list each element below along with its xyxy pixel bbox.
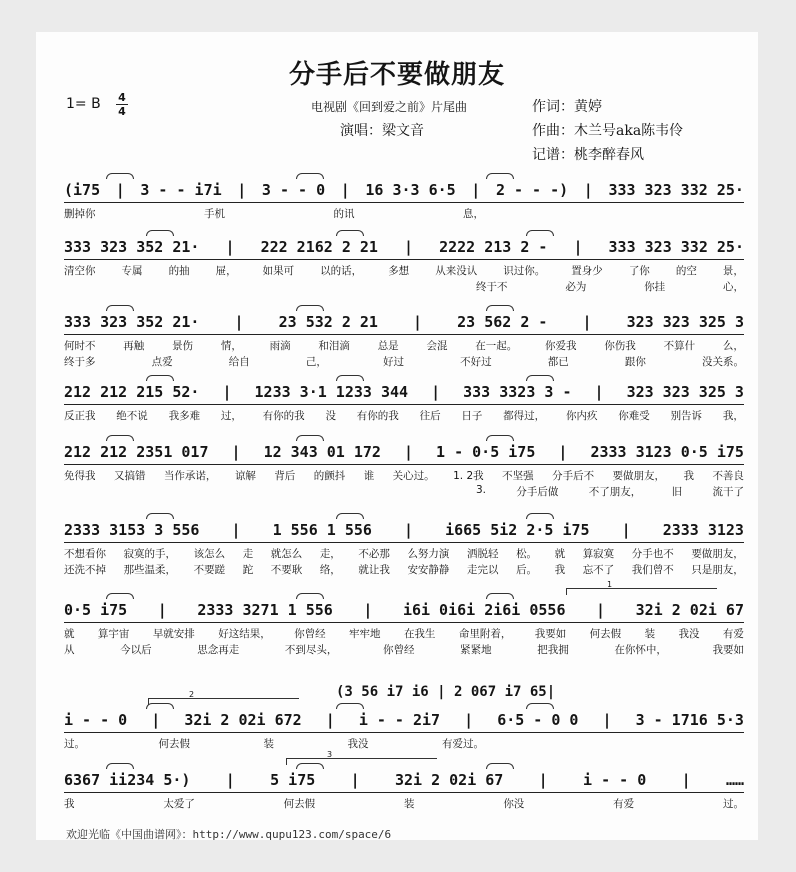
- measure: 1233 3·1 1233 344: [254, 383, 409, 401]
- lyric-word: 的抽: [168, 265, 190, 277]
- lyric-word: 我: [64, 798, 75, 810]
- volta-bracket: 2: [148, 698, 299, 705]
- measure: i - - 0: [583, 771, 647, 789]
- slur-arc: [336, 513, 364, 519]
- lyric-word: 1. 2我: [453, 470, 484, 482]
- barline: |: [222, 383, 232, 401]
- lyric-line: [64, 338, 744, 353]
- lyric-word: 旧: [671, 486, 683, 498]
- barline: |: [325, 711, 335, 729]
- slur-arc: [526, 703, 554, 709]
- lyric-word: 你爱我: [545, 340, 577, 352]
- lyric-word: 装: [403, 798, 415, 810]
- slur-arc: [106, 305, 134, 311]
- lyric-word: 我没: [347, 738, 369, 750]
- measure: 2 - - -): [495, 181, 569, 199]
- notation-row: [64, 710, 744, 733]
- lyric-word: 装: [263, 738, 274, 750]
- lyric-word: 不好过: [460, 356, 492, 368]
- barline: |: [594, 383, 604, 401]
- lyric-line: [64, 263, 744, 278]
- interlude-upper-line: (3 56 i7 i6 | 2 067 i7 65|: [336, 684, 556, 700]
- lyric-word: 何去假: [589, 628, 622, 640]
- lyric-word: 如果可: [262, 265, 295, 277]
- transcriber-credit: 记谱：桃李醉春风: [532, 147, 644, 163]
- measure: i - - 0: [64, 711, 128, 729]
- lyric-word: 就怎么: [270, 548, 303, 560]
- slur-arc: [526, 375, 554, 381]
- lyric-word: 你曾经: [294, 628, 326, 640]
- measure: 2333 3123: [662, 521, 744, 539]
- slur-arc: [146, 703, 174, 709]
- subtitle: 电视剧《回到爱之前》片尾曲: [311, 100, 468, 114]
- measure: 1 - 0·5 i75: [436, 443, 536, 461]
- lyric-word: 不善良: [712, 470, 744, 482]
- lyric-word: 不要蹉: [193, 564, 226, 576]
- lyric-word: 走: [242, 548, 254, 560]
- lyric-word: 绝不说: [116, 410, 148, 422]
- slur-arc: [296, 763, 324, 769]
- lyric-word: 的空: [675, 265, 697, 277]
- lyric-word: 在我生: [403, 628, 436, 640]
- singer-credit: 演唱：梁文音: [340, 123, 424, 139]
- measure: 2333 3123 0·5 i75: [590, 443, 744, 461]
- lyric-word: 牢牢地: [349, 628, 381, 640]
- lyric-word: 么努力演: [407, 548, 450, 560]
- slur-arc: [296, 305, 324, 311]
- measure: 333 323 352 21·: [64, 238, 200, 256]
- lyric-word: 关心过。: [392, 470, 435, 482]
- lyric-word: 清空你: [64, 265, 96, 277]
- lyric-word: 不算什: [663, 340, 696, 352]
- lyric-word: 有爱: [722, 628, 744, 640]
- lyric-word: 要做朋友，: [691, 548, 744, 560]
- lyric-word: 3.: [476, 484, 487, 496]
- lyric-word: 寂寞的手，: [123, 548, 177, 560]
- lyric-word: 有你的我: [262, 410, 305, 422]
- measure: 333 3323 3 -: [463, 383, 572, 401]
- notation-row: [64, 520, 744, 543]
- lyric-word: 何时不: [64, 340, 96, 352]
- barline: |: [237, 181, 247, 199]
- barline: |: [231, 443, 241, 461]
- lyric-word: 当作承诺，: [163, 470, 217, 482]
- lyric-line: [64, 642, 744, 657]
- lyric-line: [64, 626, 744, 641]
- lyric-word: 往后: [419, 410, 441, 422]
- slur-arc: [336, 230, 364, 236]
- lyric-word: 你没: [503, 798, 525, 810]
- lyric-word: 又搞错: [113, 470, 146, 482]
- measure: 323 323 325 3: [626, 383, 744, 401]
- slur-arc: [526, 513, 554, 519]
- lyric-word: 以的话，: [320, 265, 363, 277]
- lyric-line: [476, 279, 744, 294]
- barline: |: [231, 521, 241, 539]
- slur-arc: [336, 703, 364, 709]
- barline: |: [583, 181, 593, 199]
- footer-link[interactable]: 欢迎光临《中国曲谱网》：http://www.qupu123.com/space/6: [66, 828, 392, 840]
- lyric-word: 把我拥: [537, 644, 569, 656]
- barline: |: [681, 771, 691, 789]
- lyric-word: 不想看你: [64, 548, 106, 560]
- lyric-word: 算寂寞: [582, 548, 615, 560]
- measure: 3 - - i7i: [140, 181, 222, 199]
- lyric-word: 安安静静: [407, 564, 450, 576]
- lyric-word: 我，: [722, 410, 744, 422]
- lyric-word: 专属: [121, 265, 143, 277]
- key-signature: 1= B: [66, 96, 101, 112]
- barline: |: [225, 238, 235, 256]
- lyric-word: 走完以: [467, 564, 499, 576]
- lyric-word: 景伤: [172, 340, 194, 352]
- lyric-word: 在你怀中，: [614, 644, 667, 656]
- lyric-word: 再触: [123, 340, 145, 352]
- volta-bracket: 1: [566, 588, 717, 595]
- lyric-word: 我要如: [534, 628, 567, 640]
- lyric-word: 的讯: [333, 208, 355, 220]
- barline: |: [582, 313, 592, 331]
- slur-arc: [526, 230, 554, 236]
- notation-row: [64, 442, 744, 465]
- lyric-word: 的颤抖: [313, 470, 346, 482]
- lyric-word: 反正我: [64, 410, 96, 422]
- lyric-word: 别告诉: [670, 410, 703, 422]
- lyric-line: [64, 546, 744, 561]
- barline: |: [157, 601, 167, 619]
- measure: 212 212 2351 017: [64, 443, 209, 461]
- barline: |: [115, 181, 125, 199]
- lyric-word: 你伤我: [604, 340, 636, 352]
- slur-arc: [146, 513, 174, 519]
- lyric-word: 么，: [722, 340, 744, 352]
- lyric-word: 忘不了: [582, 564, 615, 576]
- lyric-word: 心，: [722, 281, 744, 293]
- lyric-word: 从来没认: [435, 265, 478, 277]
- lyric-word: 跎: [242, 564, 254, 576]
- measure: 212 212 215 52·: [64, 383, 200, 401]
- lyric-word: 你曾经: [383, 644, 415, 656]
- lyric-word: 景，: [722, 265, 744, 277]
- measure: 6367 ii234 5·): [64, 771, 191, 789]
- lyric-word: 过。: [722, 798, 744, 810]
- lyric-word: 谁: [363, 470, 375, 482]
- lyric-word: 删掉你: [64, 208, 96, 220]
- lyric-line: [64, 736, 484, 751]
- lyric-word: 好过: [383, 356, 404, 368]
- barline: |: [471, 181, 481, 199]
- lyric-word: 就: [64, 628, 75, 640]
- lyric-line: [64, 206, 484, 221]
- lyric-word: 络，: [319, 564, 341, 576]
- slur-arc: [296, 435, 324, 441]
- lyric-word: 你内疚: [565, 410, 598, 422]
- lyric-word: 何去假: [158, 738, 190, 750]
- notation-row: [64, 382, 744, 405]
- song-title: 分手后不要做朋友: [288, 60, 505, 90]
- lyric-word: 分手也不: [631, 548, 674, 560]
- measure: 23 532 2 21: [278, 313, 378, 331]
- lyric-word: 置身少: [571, 265, 603, 277]
- lyric-word: 我要如: [712, 644, 744, 656]
- slur-arc: [106, 435, 134, 441]
- measure: 2333 3153 3 556: [64, 521, 200, 539]
- lyric-word: 何去假: [283, 798, 316, 810]
- barline: |: [573, 238, 583, 256]
- lyric-word: 都得过，: [503, 410, 546, 422]
- barline: |: [621, 521, 631, 539]
- lyric-word: 息，: [463, 208, 484, 220]
- measure: ……: [725, 771, 744, 789]
- lyric-word: 不了朋友，: [588, 486, 642, 498]
- lyric-word: 总是: [377, 340, 399, 352]
- meter-top: 4: [118, 91, 126, 104]
- measure: (i75: [64, 181, 101, 199]
- notation-row: [64, 180, 744, 203]
- measure: 1 556 1 556: [272, 521, 372, 539]
- barline: |: [225, 771, 235, 789]
- time-signature: [116, 92, 128, 117]
- lyric-word: 屉，: [215, 265, 237, 277]
- barline: |: [464, 711, 474, 729]
- barline: |: [602, 711, 612, 729]
- lyric-word: 过，: [220, 410, 242, 422]
- volta-bracket: 3: [286, 758, 437, 765]
- measure: 16 3·3 6·5: [365, 181, 456, 199]
- measure: 0·5 i75: [64, 601, 128, 619]
- notation-row: [64, 237, 744, 260]
- measure: 222 2162 2 21: [260, 238, 378, 256]
- lyric-word: 不必那: [358, 548, 390, 560]
- slur-arc: [106, 763, 134, 769]
- measure: 32i 2 02i 67: [394, 771, 504, 789]
- barline: |: [340, 181, 350, 199]
- lyric-word: 太爱了: [163, 798, 195, 810]
- measure: i6i 0i6i 2i6i 0556: [402, 601, 566, 619]
- lyric-word: 你难受: [618, 410, 650, 422]
- slur-arc: [486, 435, 514, 441]
- lyric-line: [64, 408, 744, 423]
- lyric-word: 那些温柔，: [123, 564, 177, 576]
- meter-bottom: 4: [118, 105, 126, 118]
- lyric-word: 洒脱轻: [467, 548, 499, 560]
- measure: 3 - 1716 5·3: [635, 711, 744, 729]
- lyric-word: 走，: [319, 548, 341, 560]
- lyric-word: 背后: [274, 470, 296, 482]
- barline: |: [403, 443, 414, 461]
- lyric-word: 终于多: [64, 356, 96, 368]
- lyric-word: 必为: [565, 281, 587, 293]
- measure: 23 562 2 -: [457, 313, 548, 331]
- measure: 333 323 332 25·: [608, 238, 744, 256]
- notation-row: [64, 600, 744, 623]
- lyric-word: 今以后: [120, 644, 152, 656]
- lyric-line: [64, 354, 744, 369]
- lyric-word: 没: [325, 410, 336, 422]
- barline: |: [403, 521, 414, 539]
- lyric-word: 点爱: [151, 356, 173, 368]
- barline: |: [363, 601, 373, 619]
- lyric-word: 会混: [426, 340, 448, 352]
- lyric-word: 不坚强: [502, 470, 534, 482]
- lyric-line: [64, 562, 744, 577]
- lyric-line: [64, 468, 744, 483]
- measure: 32i 2 02i 67: [635, 601, 744, 619]
- lyric-word: 识过你。: [503, 265, 546, 277]
- measure: i665 5i2 2·5 i75: [445, 521, 590, 539]
- lyric-word: 都已: [547, 356, 569, 368]
- lyric-word: 在一起。: [475, 340, 518, 352]
- measure: 2222 213 2 -: [439, 238, 548, 256]
- lyric-word: 就让我: [358, 564, 390, 576]
- lyric-word: 有爱过。: [442, 738, 484, 750]
- lyric-word: 过。: [64, 738, 85, 750]
- lyric-word: 命里附着，: [458, 628, 512, 640]
- score-page: [36, 32, 758, 840]
- lyric-word: 我没: [678, 628, 700, 640]
- lyric-word: 还洗不掉: [64, 564, 106, 576]
- slur-arc: [146, 230, 174, 236]
- lyric-word: 装: [644, 628, 656, 640]
- measure: 5 i75: [270, 771, 316, 789]
- lyric-word: 从: [64, 644, 75, 656]
- slur-arc: [106, 173, 134, 179]
- lyric-word: 给自: [228, 356, 250, 368]
- lyric-word: 跟你: [624, 356, 646, 368]
- slur-arc: [486, 593, 514, 599]
- slur-arc: [486, 173, 514, 179]
- barline: |: [151, 711, 161, 729]
- lyricist-credit: 作词：黄婷: [532, 99, 602, 115]
- lyric-word: 多想: [388, 265, 410, 277]
- lyric-word: 流干了: [712, 486, 744, 498]
- measure: 2333 3271 1 556: [197, 601, 333, 619]
- lyric-line: [476, 484, 744, 499]
- slur-arc: [296, 593, 324, 599]
- lyric-word: 和泪滴: [318, 340, 350, 352]
- measure: 333 323 332 25·: [608, 181, 744, 199]
- measure: 12 343 01 172: [263, 443, 381, 461]
- lyric-word: 该怎么: [193, 548, 226, 560]
- lyric-word: 我: [683, 470, 694, 482]
- measure: 333 323 352 21·: [64, 313, 200, 331]
- slur-arc: [486, 305, 514, 311]
- lyric-word: 情，: [220, 340, 242, 352]
- slur-arc: [296, 173, 324, 179]
- lyric-word: 早就安排: [152, 628, 195, 640]
- lyric-word: 有爱: [613, 798, 635, 810]
- notation-row: [64, 770, 744, 793]
- barline: |: [404, 238, 414, 256]
- barline: |: [234, 313, 244, 331]
- lyric-word: 要做朋友，: [612, 470, 666, 482]
- measure: 323 323 325 3: [626, 313, 744, 331]
- measure: 6·5 - 0 0: [497, 711, 579, 729]
- barline: |: [558, 443, 568, 461]
- lyric-word: 终于不: [476, 281, 508, 293]
- lyric-word: 我们曾不: [631, 564, 674, 576]
- lyric-word: 不要耿: [270, 564, 303, 576]
- lyric-word: 松。: [516, 548, 538, 560]
- lyric-line: [64, 796, 744, 811]
- lyric-word: 只是朋友，: [691, 564, 744, 576]
- lyric-word: 了你: [628, 265, 650, 277]
- lyric-word: 谅解: [234, 470, 256, 482]
- lyric-word: 思念再走: [197, 644, 240, 656]
- lyric-word: 紧紧地: [460, 644, 492, 656]
- lyric-word: 日子: [461, 410, 483, 422]
- measure: i - - 2i7: [358, 711, 441, 729]
- lyric-word: 好这结果，: [218, 628, 271, 640]
- measure: 32i 2 02i 672: [184, 711, 302, 729]
- barline: |: [538, 771, 548, 789]
- lyric-word: 你挂: [644, 281, 666, 293]
- barline: |: [350, 771, 360, 789]
- measure: 3 - - 0: [261, 181, 326, 199]
- lyric-word: 没关系。: [702, 356, 744, 368]
- slur-arc: [146, 375, 174, 381]
- barline: |: [413, 313, 423, 331]
- lyric-word: 后。: [516, 564, 538, 576]
- lyric-word: 分手后不: [552, 470, 595, 482]
- lyric-word: 分手后做: [516, 486, 559, 498]
- composer-credit: 作曲：木兰号aka陈韦伶: [532, 123, 684, 139]
- lyric-word: 手机: [204, 208, 225, 220]
- barline: |: [431, 383, 441, 401]
- lyric-word: 算宇宙: [97, 628, 130, 640]
- lyric-word: 己，: [305, 356, 327, 368]
- lyric-word: 不到尽头，: [284, 644, 338, 656]
- slur-arc: [336, 375, 364, 381]
- lyric-word: 我多难: [168, 410, 201, 422]
- lyric-word: 就: [554, 548, 566, 560]
- slur-arc: [106, 593, 134, 599]
- lyric-word: 雨滴: [269, 340, 291, 352]
- barline: |: [596, 601, 606, 619]
- lyric-word: 我: [554, 564, 566, 576]
- lyric-word: 免得我: [64, 470, 96, 482]
- slur-arc: [486, 763, 514, 769]
- notation-row: [64, 312, 744, 335]
- lyric-word: 有你的我: [356, 410, 399, 422]
